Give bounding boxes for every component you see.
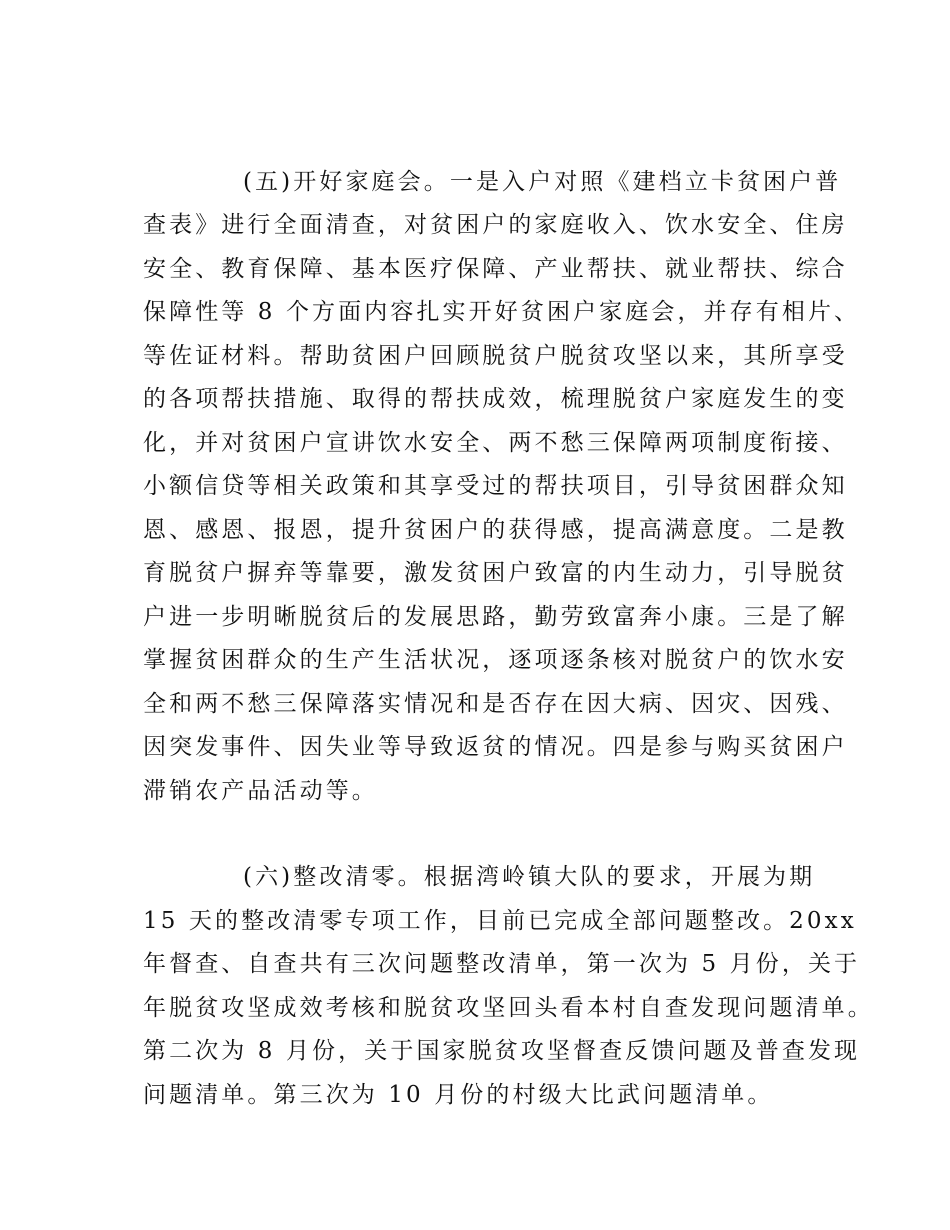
paragraph-five-line-7: 化，并对贫困户宣讲饮水安全、两不愁三保障两项制度衔接、 — [143, 430, 848, 456]
paragraph-five-line-15: 滞销农产品活动等。 — [143, 778, 378, 804]
paragraph-five-line-8: 小额信贷等相关政策和其享受过的帮扶项目，引导贫困群众知 — [143, 473, 848, 499]
paragraph-five-line-2: 查表》进行全面清查，对贫困户的家庭收入、饮水安全、住房 — [143, 212, 848, 238]
paragraph-five-line-12: 掌握贫困群众的生产生活状况，逐项逐条核对脱贫户的饮水安 — [143, 647, 848, 673]
paragraph-five-line-6: 的各项帮扶措施、取得的帮扶成效，梳理脱贫户家庭发生的变 — [143, 386, 848, 412]
paragraph-five-line-13: 全和两不愁三保障落实情况和是否存在因大病、因灾、因残、 — [143, 691, 848, 717]
paragraph-six-line-2: 15 天的整改清零专项工作，目前已完成全部问题整改。20xx — [143, 908, 857, 934]
paragraph-six-line-5: 第二次为 8 月份，关于国家脱贫攻坚督查反馈问题及普查发现 — [143, 1038, 861, 1064]
paragraph-five-line-3: 安全、教育保障、基本医疗保障、产业帮扶、就业帮扶、综合 — [143, 256, 848, 282]
paragraph-five-line-5: 等佐证材料。帮助贫困户回顾脱贫户脱贫攻坚以来，其所享受 — [143, 343, 848, 369]
paragraph-six-line-3: 年督查、自查共有三次问题整改清单，第一次为 5 月份，关于 — [143, 951, 861, 977]
paragraph-five-line-11: 户进一步明晰脱贫后的发展思路，勤劳致富奔小康。三是了解 — [143, 604, 848, 630]
paragraph-six-line-6: 问题清单。第三次为 10 月份的村级大比武问题清单。 — [143, 1082, 774, 1108]
paragraph-five-line-9: 恩、感恩、报恩，提升贫困户的获得感，提高满意度。二是教 — [143, 517, 848, 543]
paragraph-five-line-14: 因突发事件、因失业等导致返贫的情况。四是参与购买贫困户 — [143, 734, 848, 760]
paragraph-five-line-10: 育脱贫户摒弃等靠要，激发贫困户致富的内生动力，引导脱贫 — [143, 560, 848, 586]
paragraph-five-line-4: 保障性等 8 个方面内容扎实开好贫困户家庭会，并存有相片、 — [143, 299, 861, 325]
paragraph-five-line-1: (五)开好家庭会。一是入户对照《建档立卡贫困户普 — [243, 169, 842, 195]
paragraph-six-line-4: 年脱贫攻坚成效考核和脱贫攻坚回头看本村自查发现问题清单。 — [143, 995, 874, 1021]
paragraph-six-line-1: (六)整改清零。根据湾岭镇大队的要求，开展为期 — [243, 864, 816, 890]
